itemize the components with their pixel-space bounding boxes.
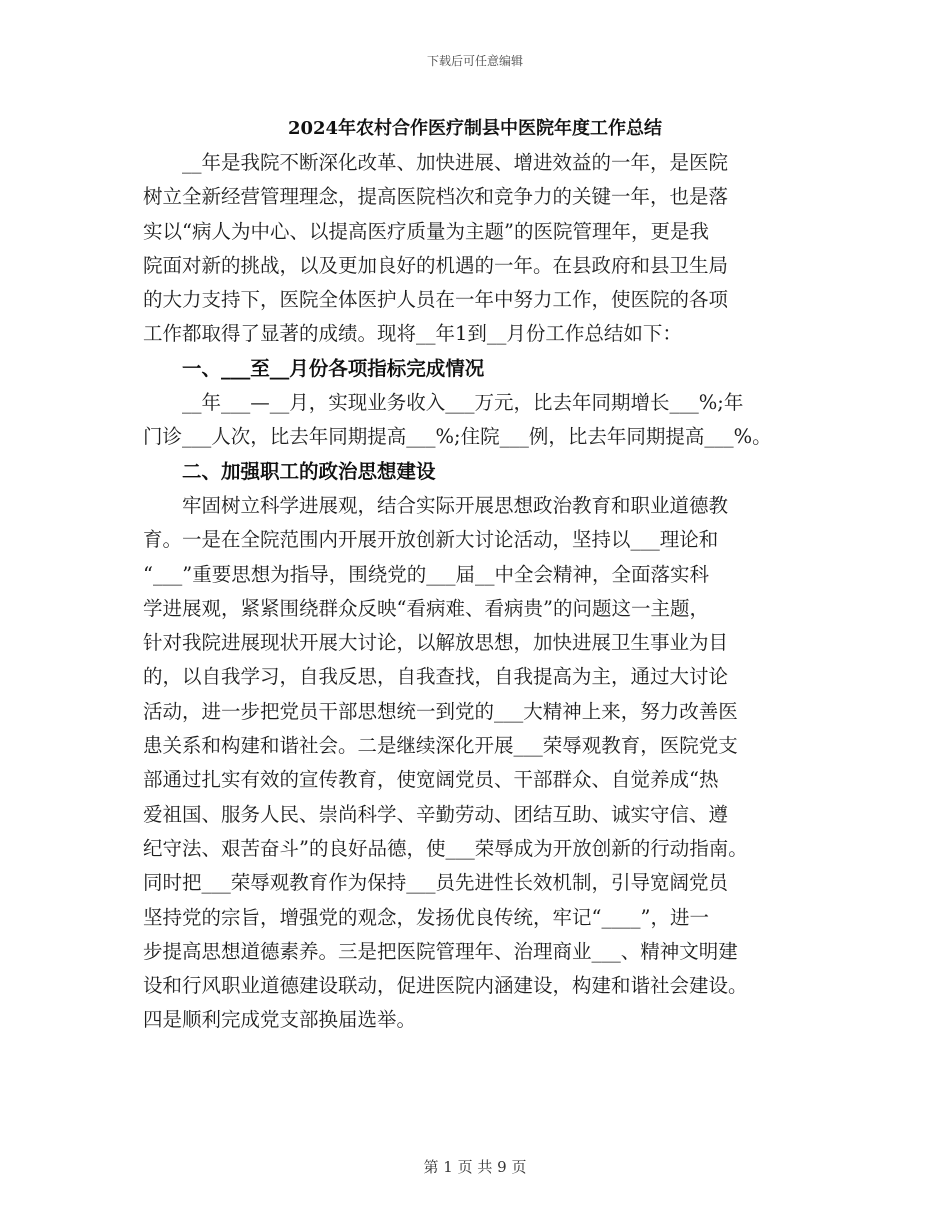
body-line: 坚持党的宗旨，增强党的观念，发扬优良传统，牢记“____”，进一 — [143, 905, 709, 929]
body-line: 设和行风职业道德建设联动，促进医院内涵建设，构建和谐社会建设。 — [143, 974, 748, 998]
body-line: 牢固树立科学进展观，结合实际开展思想政治教育和职业道德教 — [143, 493, 729, 517]
document-title: 2024年农村合作医疗制县中医院年度工作总结 — [287, 118, 663, 139]
body-line: 针对我院进展现状开展大讨论，以解放思想，加快进展卫生事业为目 — [143, 631, 729, 655]
body-line: 患关系和构建和谐社会。二是继续深化开展___荣辱观教育，医院党支 — [143, 734, 738, 758]
body-line: 门诊___人次，比去年同期提高___%;住院___例，比去年同期提高___%。 — [143, 425, 772, 449]
body-line: 的大力支持下，医院全体医护人员在一年中努力工作，使医院的各项 — [143, 288, 729, 312]
body-line: 四是顺利完成党支部换届选举。 — [143, 1008, 417, 1032]
body-line: 同时把___荣辱观教育作为保持___员先进性长效机制，引导宽阔党员 — [143, 871, 729, 895]
body-line: __年___—__月，实现业务收入___万元，比去年同期增长___%;年 — [143, 391, 744, 415]
body-line: 树立全新经营管理理念，提高医院档次和竞争力的关键一年，也是落 — [143, 185, 729, 209]
body-line: 学进展观，紧紧围绕群众反映“看病难、看病贵”的问题这一主题， — [143, 596, 709, 620]
body-line: 工作都取得了显著的成绩。现将__年1到__月份工作总结如下： — [143, 322, 682, 346]
body-line: 纪守法、艰苦奋斗”的良好品德，使___荣辱成为开放创新的行动指南。 — [143, 836, 748, 860]
document-body — [143, 146, 823, 1038]
body-line: 步提高思想道德素养。三是把医院管理年、治理商业___、精神文明建 — [143, 939, 738, 963]
body-line: 部通过扎实有效的宣传教育，使宽阔党员、干部群众、自觉养成“热 — [143, 768, 719, 792]
body-line: 的，以自我学习，自我反思，自我查找，自我提高为主，通过大讨论 — [143, 665, 729, 689]
body-line: 实以“病人为中心、以提高医疗质量为主题”的医院管理年，更是我 — [143, 219, 709, 243]
section-heading-1: 一、___至__月份各项指标完成情况 — [143, 356, 485, 380]
body-line: 院面对新的挑战，以及更加良好的机遇的一年。在县政府和县卫生局 — [143, 253, 729, 277]
body-line: 育。一是在全院范围内开展开放创新大讨论活动，坚持以___理论和 — [143, 528, 719, 552]
body-line: “___”重要思想为指导，围绕党的___届__中全会精神，全面落实科 — [143, 562, 709, 586]
page-number: 第 1 页 共 9 页 — [423, 1158, 527, 1176]
page-header-note: 下载后可任意编辑 — [426, 54, 523, 68]
body-line: __年是我院不断深化改革、加快进展、增进效益的一年，是医院 — [143, 151, 729, 174]
section-heading-2: 二、加强职工的政治思想建设 — [143, 459, 436, 483]
body-line: 活动，进一步把党员干部思想统一到党的___大精神上来，努力改善医 — [143, 699, 738, 723]
body-line: 爱祖国、服务人民、崇尚科学、辛勤劳动、团结互助、诚实守信、遵 — [143, 802, 729, 826]
